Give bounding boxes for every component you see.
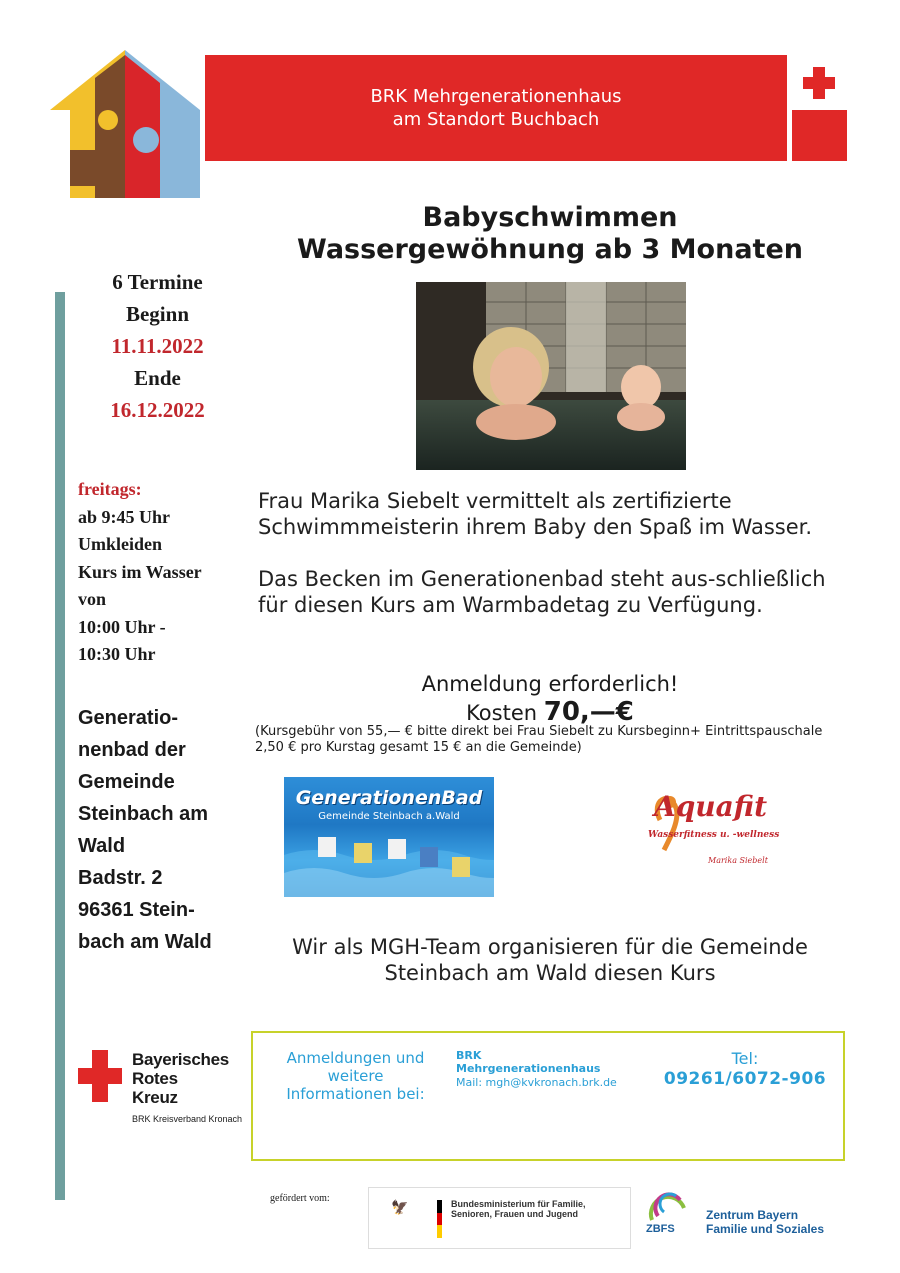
registration-price xyxy=(255,670,845,727)
aquafit-title: Aquafit xyxy=(654,790,768,823)
red-cross-icon xyxy=(792,55,847,110)
page-title xyxy=(250,202,850,266)
federal-eagle-icon: 🦅 xyxy=(391,1200,409,1216)
location-line: Steinbach am xyxy=(78,803,209,825)
contact-email[interactable]: Mail: mgh@kvkronach.brk.de xyxy=(456,1076,617,1089)
brk-line-2: Rotes xyxy=(132,1069,178,1088)
course-description xyxy=(258,488,858,618)
phone-label: Tel: xyxy=(731,1049,759,1068)
funded-by-label: gefördert vom: xyxy=(270,1193,330,1204)
location-line: Gemeinde xyxy=(78,771,175,793)
location-line: Wald xyxy=(78,835,126,857)
beginn-date: 11.11.2022 xyxy=(111,334,204,358)
title-line-2: Wassergewöhnung ab 3 Monaten xyxy=(297,234,803,265)
course-location xyxy=(78,702,248,958)
zbfs-emblem-icon xyxy=(644,1186,700,1226)
german-flag-icon xyxy=(437,1200,442,1238)
location-line: 96361 Stein- xyxy=(78,899,195,921)
team-statement: Wir als MGH-Team organisieren für die Gemeinde Steinbach am Wald diesen Kurs xyxy=(292,935,808,985)
contact-organization xyxy=(456,1049,646,1075)
contact-box xyxy=(251,1031,845,1161)
zbfs-name xyxy=(706,1208,824,1236)
ende-label: Ende xyxy=(134,366,181,390)
registration-required: Anmeldung erforderlich! xyxy=(421,672,679,696)
phone-number[interactable]: 09261/6072-906 xyxy=(663,1069,827,1089)
title-line-1: Babyschwimmen xyxy=(422,202,678,233)
baby-swimming-photo xyxy=(416,282,686,470)
price-value: 70,—€ xyxy=(543,697,634,727)
brk-line-1: Bayerisches xyxy=(132,1050,229,1069)
zbfs-abbreviation: ZBFS xyxy=(646,1223,675,1235)
termine-count: 6 Termine xyxy=(112,270,203,294)
generationenbad-title: GenerationenBad xyxy=(295,787,483,809)
aquafit-subtitle: Wasserfitness u. -wellness xyxy=(648,830,780,840)
location-line: Badstr. 2 xyxy=(78,867,163,889)
ministry-logo xyxy=(368,1187,631,1249)
generationenbad-subtitle: Gemeinde Steinbach a.Wald xyxy=(318,811,460,822)
schedule-line: 10:00 Uhr - xyxy=(78,616,166,637)
header-banner xyxy=(205,55,787,161)
header-line-1: BRK Mehrgenerationenhaus xyxy=(370,86,622,107)
brk-logo xyxy=(78,1050,258,1130)
brk-line-3: Kreuz xyxy=(132,1088,178,1107)
aquafit-logo xyxy=(640,780,785,875)
fee-note: (Kursgebühr von 55,— € bitte direkt bei Frau Siebelt zu Kursbeginn+ Eintrittspauschale 2,50 € pro Kurstag gesamt 15 € an die Gemeinde) xyxy=(255,724,823,755)
ministry-name: Bundesministerium für Familie, Senioren, Frauen und Jugend xyxy=(451,1199,586,1219)
schedule-line: von xyxy=(78,589,107,609)
mgh-house-logo xyxy=(50,50,200,198)
schedule-day: freitags: xyxy=(78,479,142,499)
schedule-line: ab 9:45 Uhr xyxy=(78,506,171,527)
description-paragraph-2: Das Becken im Generationenbad steht aus-schließlich für diesen Kurs am Warmbadetag zu Verfügung. xyxy=(258,567,826,617)
brk-subtitle: BRK Kreisverband Kronach xyxy=(132,1114,243,1124)
brk-name xyxy=(132,1050,229,1107)
description-paragraph-1: Frau Marika Siebelt vermittelt als zertifizierte Schwimmmeisterin ihrem Baby den Spaß im Wasser. xyxy=(258,489,813,539)
zbfs-line-1: Zentrum Bayern xyxy=(706,1208,799,1222)
course-dates xyxy=(80,266,235,426)
header-line-2: am Standort Buchbach xyxy=(392,109,600,130)
price-label: Kosten xyxy=(466,701,538,725)
zbfs-line-2: Familie und Soziales xyxy=(706,1222,825,1236)
location-line: Generatio- xyxy=(78,707,179,729)
contact-org-line-2: Mehrgenerationenhaus xyxy=(456,1062,601,1075)
price-line xyxy=(255,698,845,727)
contact-org-line-1: BRK xyxy=(456,1049,482,1062)
contact-label: Anmeldungen und weitere Informationen bei: xyxy=(286,1049,425,1103)
ende-date: 16.12.2022 xyxy=(110,398,205,422)
side-accent-bar xyxy=(55,292,65,1200)
contact-phone xyxy=(645,1049,845,1089)
generationenbad-logo xyxy=(284,777,494,897)
beginn-label: Beginn xyxy=(125,302,190,326)
aquafit-signature: Marika Siebelt xyxy=(708,856,768,865)
zbfs-logo xyxy=(640,1186,840,1242)
schedule-line: 10:30 Uhr xyxy=(78,644,156,664)
course-schedule xyxy=(78,476,248,669)
location-line: nenbad der xyxy=(78,739,186,761)
location-line: bach am Wald xyxy=(78,931,212,953)
header-banner-tail xyxy=(792,110,847,161)
schedule-line: Umkleiden xyxy=(78,534,163,554)
schedule-line: Kurs im Wasser xyxy=(78,561,202,582)
